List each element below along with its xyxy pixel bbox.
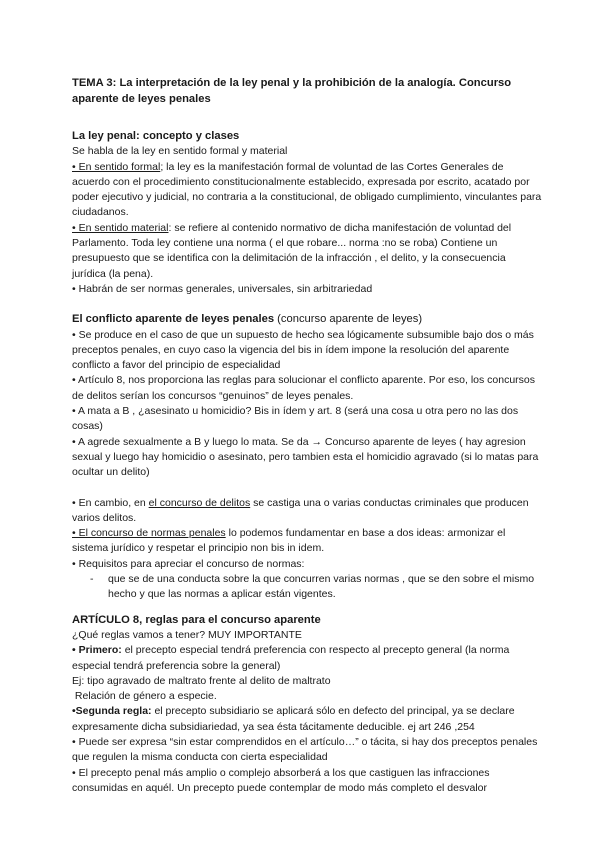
example-maltrato: Ej: tipo agravado de maltrato frente al delito de maltrato: [72, 674, 331, 687]
bullet-a-mata-b: • A mata a B , ¿asesinato u homicidio? Bis in ídem y art. 8 (será una cosa u otra pero no las dos cosas): [72, 405, 519, 433]
paragraph-question: ¿Qué reglas vamos a tener? MUY IMPORTANTE: [72, 628, 302, 641]
bullet-agresion: • A agrede sexualmente a B y luego lo mata. Se da → Concurso aparente de leyes ( hay agresion sexual y luego hay homicidio o asesinato, pero tambien esta el homicidio agravado (si lo matas para ocultar un delito): [72, 435, 539, 479]
section-heading-articulo-8: ARTÍCULO 8, reglas para el concurso aparente: [72, 613, 321, 626]
bullet-requisitos: • Requisitos para apreciar el concurso de normas:: [72, 557, 305, 570]
sub-item-text: que se de una conducta sobre la que concurren varias normas , que se den sobre el mismo hecho y que las normas a aplicar están vigentes.: [108, 573, 535, 601]
label-primero: • Primero:: [72, 644, 122, 657]
document-body: [72, 76, 542, 796]
bullet-supuesto: • Se produce en el caso de que un supuesto de hecho sea lógicamente subsumible bajo dos o más preceptos penales, en cuyo caso la vigencia del bis in ídem impone la resolución del aparente conflicto a favor del principio de especialidad: [72, 328, 534, 372]
text-post: lo podemos fundamentar en base a dos ideas: armonizar el sistema jurídico y respetar el principio non bis in idem.: [72, 527, 506, 555]
text-segunda: el precepto subsidiario se aplicará sólo en defecto del principal, ya se declare expresamente dicha subsidiariedad, ya sea ésta tácitamente deducible. ej art 246 ,254: [72, 705, 515, 733]
label-segunda: •Segunda regla:: [72, 705, 152, 718]
section-heading-conflicto: [72, 312, 542, 327]
label-concurso-delitos: el concurso de delitos: [148, 496, 251, 509]
rule-segunda: [72, 704, 542, 735]
paragraph-formal: [72, 160, 542, 221]
bullet-concurso-delitos: [72, 496, 542, 527]
text-sentido-material: : se refiere al contenido normativo de dicha manifestación de voluntad del Parlamento. Toda ley contiene una norma ( el que robare... norma :no se roba) Contiene un presupuesto que se identifica con la delimitación de la infracción , el delito, y la consecuencia jurídica (la pena).: [72, 221, 512, 280]
spacer: [72, 297, 542, 312]
label-sentido-formal: • En sentido formal: [72, 160, 161, 173]
bullet-consuncion: • El precepto penal más amplio o complejo absorberá a los que castiguen las infracciones consumidas en aquél. Un precepto puede contemplar de modo más completo el desvalor: [72, 766, 490, 794]
spacer: [72, 481, 542, 496]
spacer: [72, 603, 542, 613]
bullet-concurso-normas: [72, 526, 542, 557]
text-sentido-formal: ; la ley es la manifestación formal de voluntad de las Cortes Generales de acuerdo con el procedimiento constitucionalmente establecido, expresada por escrito, acatado por poder ejecutivo y judicial, no contraria a la constitucional, de obligado cumplimiento, vinculantes para ciudadanos.: [72, 160, 542, 219]
bullet-expresa: • Puede ser expresa “sin estar comprendidos en el artículo…” o tácita, si hay dos preceptos penales que regulen la misma conducta con cierta especialidad: [72, 735, 538, 764]
bullet-articulo-8: • Artículo 8, nos proporciona las reglas para solucionar el conflicto aparente. Por eso, los concursos de delitos serían los concursos “genuinos” de leyes penales.: [72, 374, 536, 402]
section-heading-ley-penal: La ley penal: concepto y clases: [72, 130, 240, 142]
document-title: TEMA 3: La interpretación de la ley penal y la prohibición de la analogía. Concurso aparente de leyes penales: [72, 77, 512, 105]
paragraph-material: [72, 221, 542, 282]
sub-item-requisito: [72, 572, 542, 603]
heading-normal-part: (concurso aparente de leyes): [274, 313, 423, 326]
paragraph-intro: Se habla de la ley en sentido formal y material: [72, 145, 288, 158]
dash-marker: -: [90, 573, 94, 586]
text-pre: • En cambio, en: [72, 496, 149, 509]
rule-primero: [72, 643, 542, 674]
label-concurso-normas: • El concurso de normas penales: [72, 527, 226, 540]
heading-bold-part: El conflicto aparente de leyes penales: [72, 313, 275, 326]
text-primero: el precepto especial tendrá preferencia con respecto al precepto general (la norma especial tendrá preferencia sobre la general): [72, 644, 510, 672]
label-sentido-material: • En sentido material: [72, 221, 169, 234]
example-relacion: Relación de género a especie.: [72, 690, 217, 703]
text-post: se castiga una o varias conductas criminales que producen varios delitos.: [72, 496, 529, 524]
bullet-normas-generales: • Habrán de ser normas generales, universales, sin arbitrariedad: [72, 282, 373, 295]
